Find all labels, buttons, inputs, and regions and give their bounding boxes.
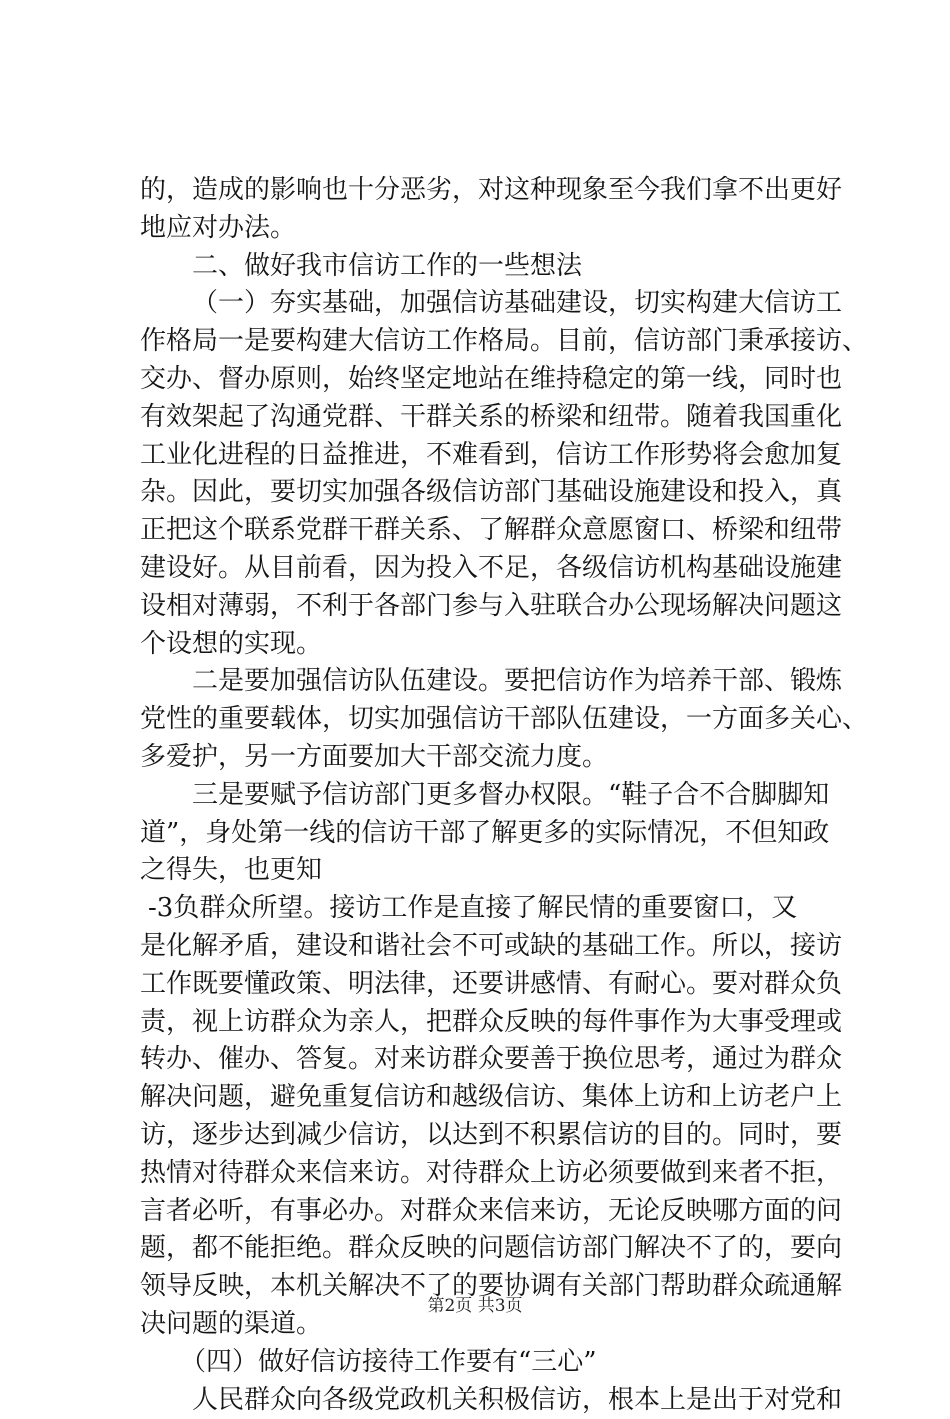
section-heading: 二、做好我市信访工作的一些想法 <box>140 248 830 286</box>
text-line: 杂。因此，要切实加强各级信访部门基础设施建设和投入，真 <box>140 474 830 512</box>
paragraph-start: -3负群众所望。接访工作是直接了解民情的重要窗口，又 <box>140 890 830 928</box>
text-line: 党性的重要载体，切实加强信访干部队伍建设，一方面多关心、 <box>140 701 830 739</box>
text-line: 的，造成的影响也十分恶劣，对这种现象至今我们拿不出更好 <box>140 172 830 210</box>
text-line: 地应对办法。 <box>140 210 830 248</box>
page-footer: 第2页 共3页 <box>0 1291 950 1316</box>
text-line: 言者必听，有事必办。对群众来信来访，无论反映哪方面的问 <box>140 1193 830 1231</box>
text-line: 个设想的实现。 <box>140 626 830 664</box>
text-line: 交办、督办原则，始终坚定地站在维持稳定的第一线，同时也 <box>140 361 830 399</box>
text-line: 题，都不能拒绝。群众反映的问题信访部门解决不了的，要向 <box>140 1230 830 1268</box>
text-line: 之得失，也更知 <box>140 852 830 890</box>
text-line: 正把这个联系党群干群关系、了解群众意愿窗口、桥梁和纽带 <box>140 512 830 550</box>
paragraph-start: 二是要加强信访队伍建设。要把信访作为培养干部、锻炼 <box>140 663 830 701</box>
text-line: 是化解矛盾，建设和谐社会不可或缺的基础工作。所以，接访 <box>140 928 830 966</box>
paragraph-start: 三是要赋予信访部门更多督办权限。“鞋子合不合脚脚知 <box>140 777 830 815</box>
text-line: 决问题的渠道。 <box>140 1306 830 1344</box>
paragraph-start: 人民群众向各级党政机关积极信访，根本上是出于对党和 <box>140 1382 830 1419</box>
text-line: 多爱护，另一方面要加大干部交流力度。 <box>140 739 830 777</box>
text-line: 热情对待群众来信来访。对待群众上访必须要做到来者不拒， <box>140 1155 830 1193</box>
text-line: 工作既要懂政策、明法律，还要讲感情、有耐心。要对群众负 <box>140 966 830 1004</box>
text-line: 访，逐步达到减少信访，以达到不积累信访的目的。同时，要 <box>140 1117 830 1155</box>
text-line: 设相对薄弱，不利于各部门参与入驻联合办公现场解决问题这 <box>140 588 830 626</box>
text-line: 解决问题，避免重复信访和越级信访、集体上访和上访老户上 <box>140 1079 830 1117</box>
text-line: 责，视上访群众为亲人，把群众反映的每件事作为大事受理或 <box>140 1004 830 1042</box>
text-line: 作格局一是要构建大信访工作格局。目前，信访部门秉承接访、 <box>140 323 830 361</box>
text-line: 转办、催办、答复。对来访群众要善于换位思考，通过为群众 <box>140 1041 830 1079</box>
subsection-heading: （一）夯实基础，加强信访基础建设，切实构建大信访工 <box>140 285 830 323</box>
text-line: 道”，身处第一线的信访干部了解更多的实际情况，不但知政 <box>140 815 830 853</box>
text-line: 工业化进程的日益推进，不难看到，信访工作形势将会愈加复 <box>140 437 830 475</box>
text-line: 建设好。从目前看，因为投入不足，各级信访机构基础设施建 <box>140 550 830 588</box>
text-line: 有效架起了沟通党群、干群关系的桥梁和纽带。随着我国重化 <box>140 399 830 437</box>
document-body <box>140 172 830 1419</box>
text-line: 领导反映，本机关解决不了的要协调有关部门帮助群众疏通解 <box>140 1268 830 1306</box>
subsection-heading: （四）做好信访接待工作要有“三心” <box>140 1344 830 1382</box>
